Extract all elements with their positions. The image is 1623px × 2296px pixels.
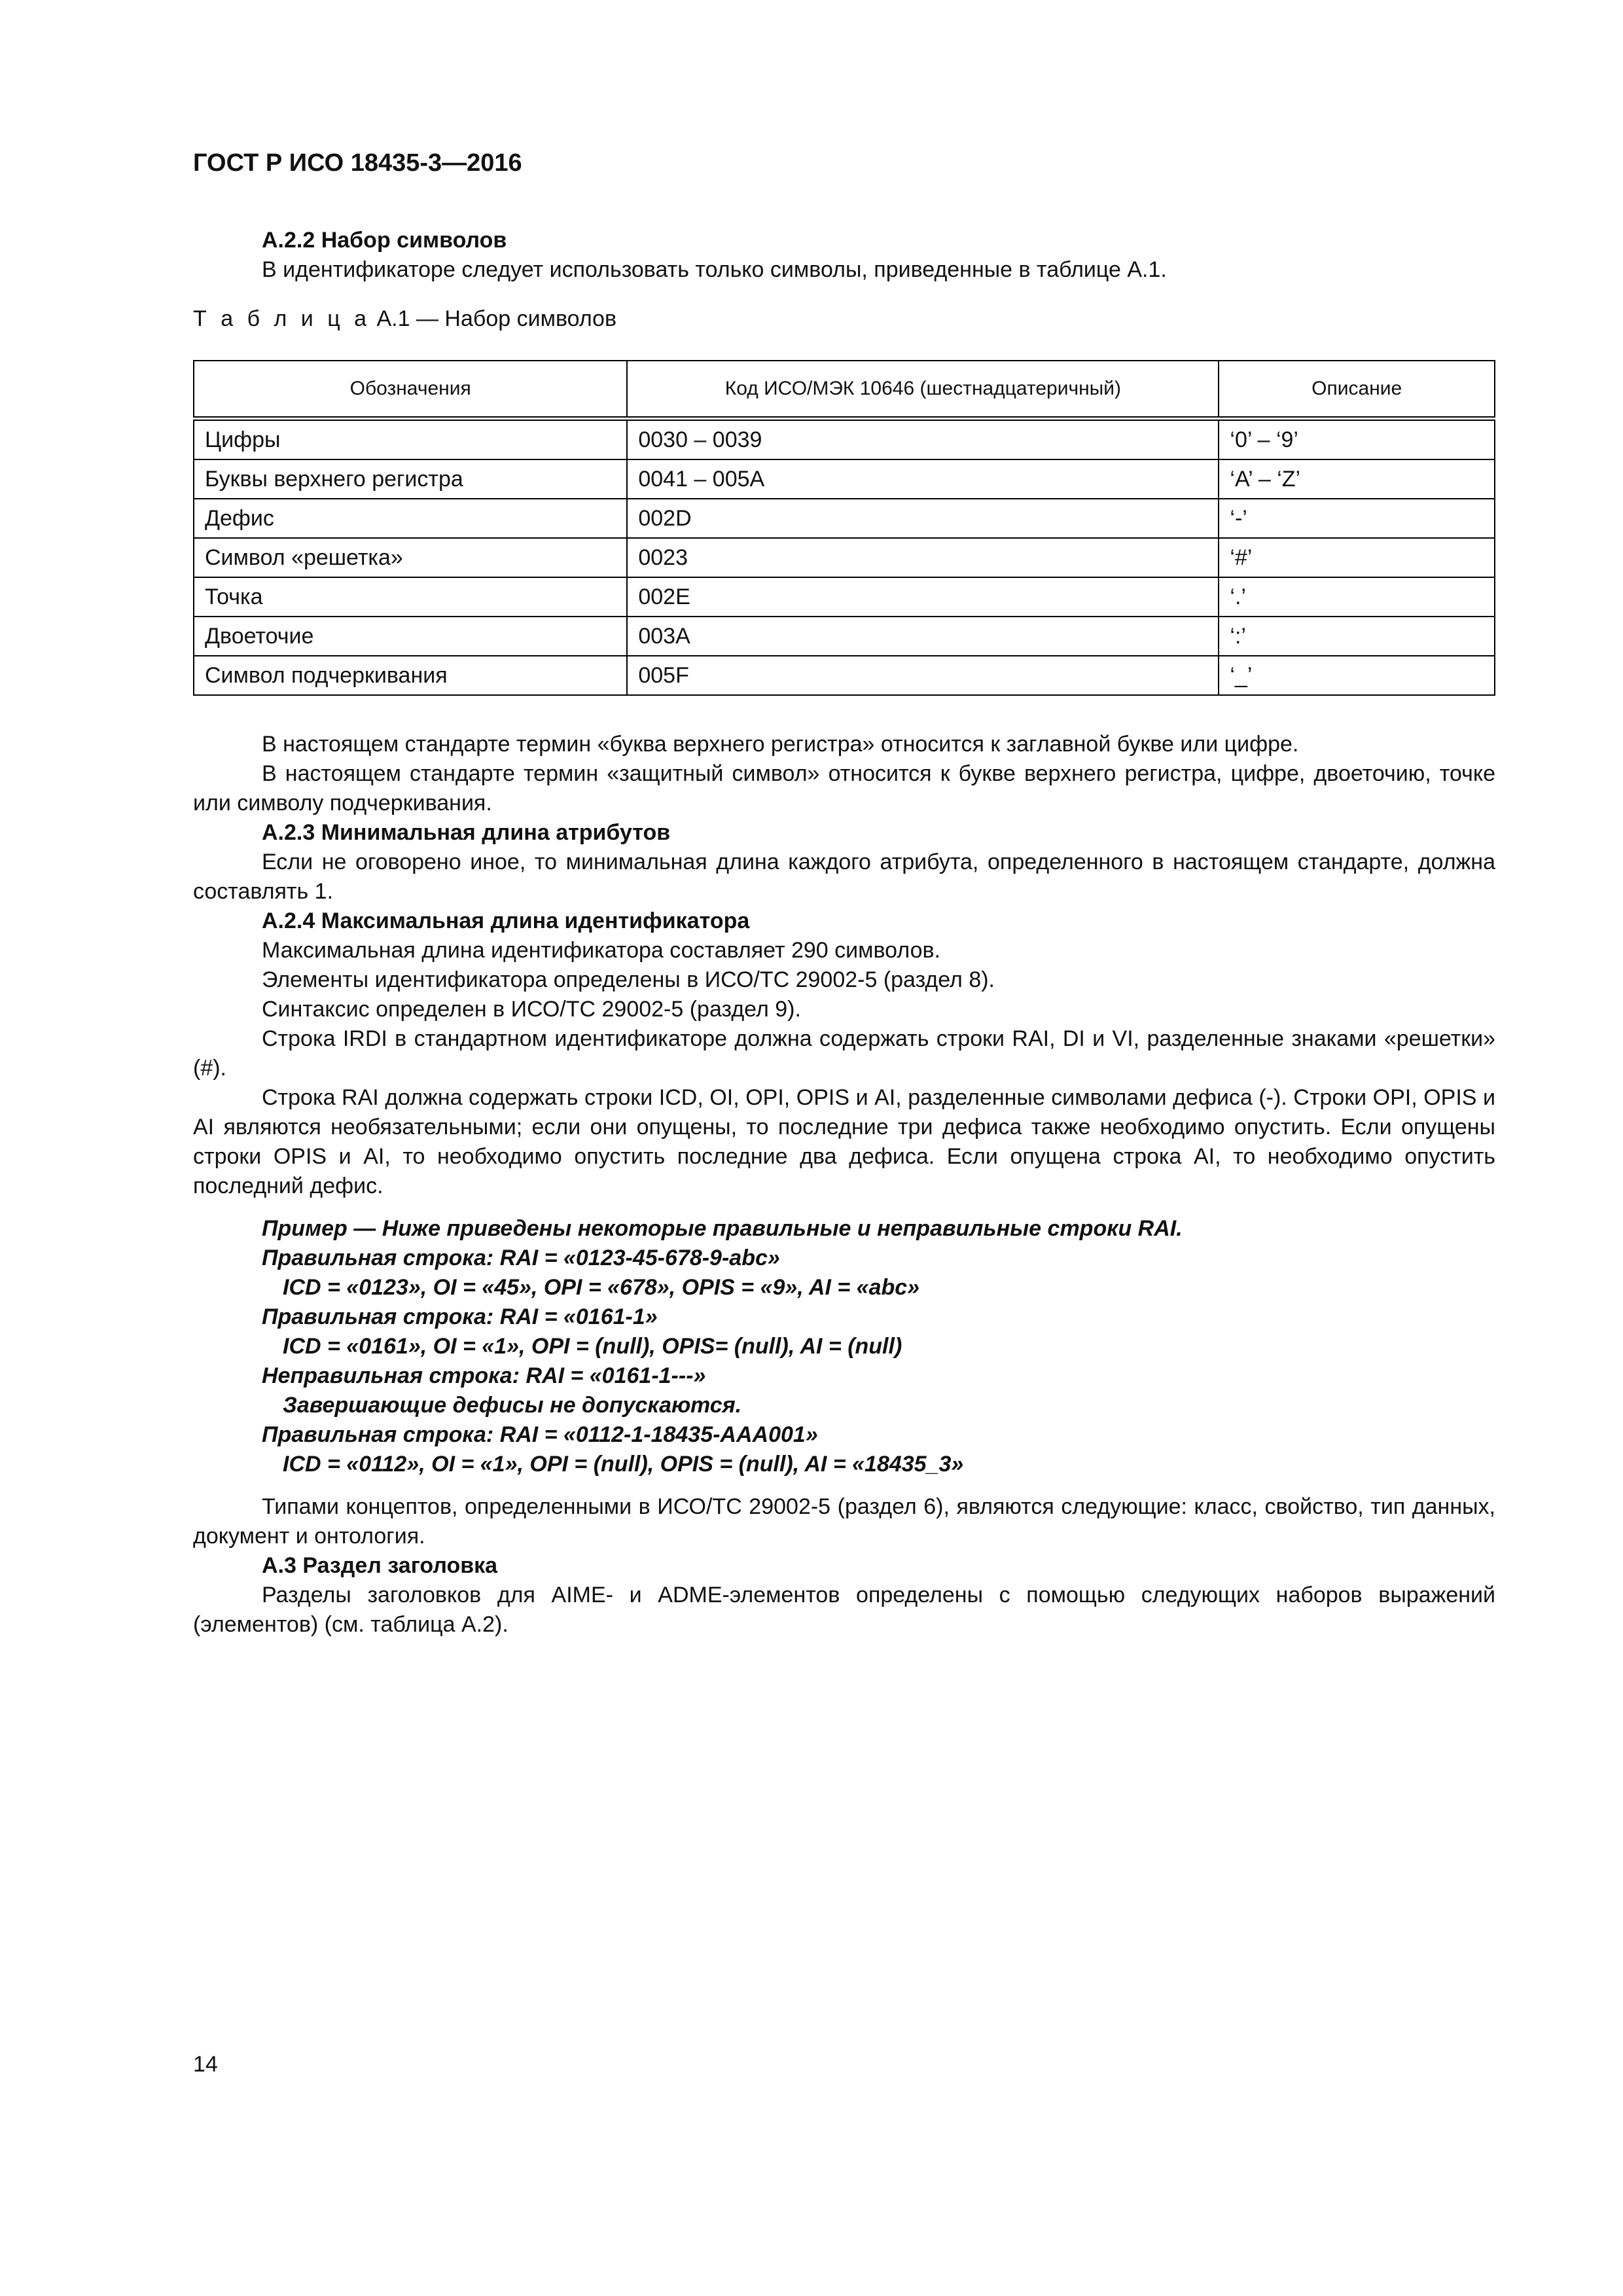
example-line: Правильная строка: RAI = «0123-45-678-9-abc»	[262, 1246, 780, 1270]
table-cell: Буквы верхнего регистра	[194, 459, 627, 499]
paragraph-protected-symbol: В настоящем стандарте термин «защитный символ» относится к букве верхнего регистра, цифре, двоеточию, точке или символу подчеркивания.	[193, 761, 1495, 816]
table-cell: ‘#’	[1219, 538, 1495, 577]
table-cell: Цифры	[194, 419, 627, 460]
section-a24-p3: Синтаксис определен в ИСО/ТС 29002-5 (раздел 9).	[262, 997, 801, 1022]
section-a3-text: Разделы заголовков для AIME- и ADME-элементов определены с помощью следующих наборов выражений (элементов) (см. таблица А.2).	[193, 1583, 1495, 1637]
table-row	[194, 419, 1495, 460]
table-caption-label: Т а б л и ц а	[193, 306, 371, 331]
table-cell: 003A	[627, 617, 1219, 656]
document-header: ГОСТ Р ИСО 18435-3—2016	[193, 149, 522, 177]
table-cell: 0023	[627, 538, 1219, 577]
table-cell: Дефис	[194, 499, 627, 538]
table-cell: ‘_’	[1219, 656, 1495, 695]
example-line: Неправильная строка: RAI = «0161-1---»	[262, 1363, 706, 1388]
table-cell: ‘:’	[1219, 617, 1495, 656]
table-header-cell: Описание	[1219, 361, 1495, 419]
table-cell: 0030 – 0039	[627, 419, 1219, 460]
table-cell: 0041 – 005A	[627, 459, 1219, 499]
table-row	[194, 499, 1495, 538]
table-header-row	[194, 361, 1495, 419]
character-set-table	[193, 360, 1495, 696]
section-a24-p1: Максимальная длина идентификатора составляет 290 символов.	[262, 938, 940, 963]
section-a24-p2: Элементы идентификатора определены в ИСО/ТС 29002-5 (раздел 8).	[262, 967, 995, 992]
example-line: ICD = «0112», OI = «1», OPI = (null), OPIS = (null), AI = «18435_3»	[283, 1452, 964, 1477]
table-header-cell: Код ИСО/МЭК 10646 (шестнадцатеричный)	[627, 361, 1219, 419]
table-cell: 002D	[627, 499, 1219, 538]
table-row	[194, 656, 1495, 695]
table-row	[194, 459, 1495, 499]
table-cell: 005F	[627, 656, 1219, 695]
table-cell: Символ подчеркивания	[194, 656, 627, 695]
section-heading-a3: А.3 Раздел заголовка	[262, 1553, 498, 1578]
example-line: Завершающие дефисы не допускаются.	[283, 1393, 742, 1418]
table-caption-text: А.1 — Набор символов	[376, 306, 617, 331]
section-heading-a23: А.2.3 Минимальная длина атрибутов	[262, 820, 671, 845]
table-cell: ‘.’	[1219, 577, 1495, 617]
example-line: ICD = «0123», OI = «45», OPI = «678», OPIS = «9», AI = «abc»	[283, 1275, 920, 1300]
table-caption	[193, 304, 1495, 334]
section-a24-p5: Строка RAI должна содержать строки ICD, OI, OPI, OPIS и AI, разделенные символами дефиса (-). Строки OPI, OPIS и AI являются необязательными; если они опущены, то последние три дефиса также необходимо опустить. Если опущены строки OPIS и AI, то необходимо опустить последние два дефиса. Если опущена строка AI, то необходимо опустить последний дефис.	[193, 1085, 1495, 1198]
table-cell: Точка	[194, 577, 627, 617]
table-cell: 002E	[627, 577, 1219, 617]
section-a24-p4: Строка IRDI в стандартном идентификаторе должна содержать строки RAI, DI и VI, разделенные знаками «решетки» (#).	[193, 1026, 1495, 1081]
example-title: Пример — Ниже приведены некоторые правильные и неправильные строки RAI.	[262, 1216, 1183, 1241]
example-line: Правильная строка: RAI = «0161-1»	[262, 1304, 658, 1329]
table-row	[194, 577, 1495, 617]
table-header-cell: Обозначения	[194, 361, 627, 419]
section-heading-a24: А.2.4 Максимальная длина идентификатора	[262, 908, 750, 933]
section-a22-intro: В идентификаторе следует использовать только символы, приведенные в таблице А.1.	[262, 257, 1167, 282]
table-cell: Символ «решетка»	[194, 538, 627, 577]
table-row	[194, 617, 1495, 656]
section-heading-a22: А.2.2 Набор символов	[262, 228, 507, 253]
concept-types-paragraph: Типами концептов, определенными в ИСО/ТС 29002-5 (раздел 6), являются следующие: класс, свойство, тип данных, документ и онтология.	[193, 1494, 1495, 1549]
table-cell: ‘A’ – ‘Z’	[1219, 459, 1495, 499]
table-cell: ‘0’ – ‘9’	[1219, 419, 1495, 460]
table-row	[194, 538, 1495, 577]
page-number: 14	[193, 2052, 218, 2077]
section-a23-text: Если не оговорено иное, то минимальная длина каждого атрибута, определенного в настоящем стандарте, должна составлять 1.	[193, 850, 1495, 904]
example-line: Правильная строка: RAI = «0112-1-18435-AAA001»	[262, 1422, 818, 1447]
example-line: ICD = «0161», OI = «1», OPI = (null), OPIS= (null), AI = (null)	[283, 1334, 902, 1359]
paragraph-uppercase-term: В настоящем стандарте термин «буква верхнего регистра» относится к заглавной букве или цифре.	[262, 732, 1299, 757]
table-cell: Двоеточие	[194, 617, 627, 656]
table-cell: ‘-’	[1219, 499, 1495, 538]
